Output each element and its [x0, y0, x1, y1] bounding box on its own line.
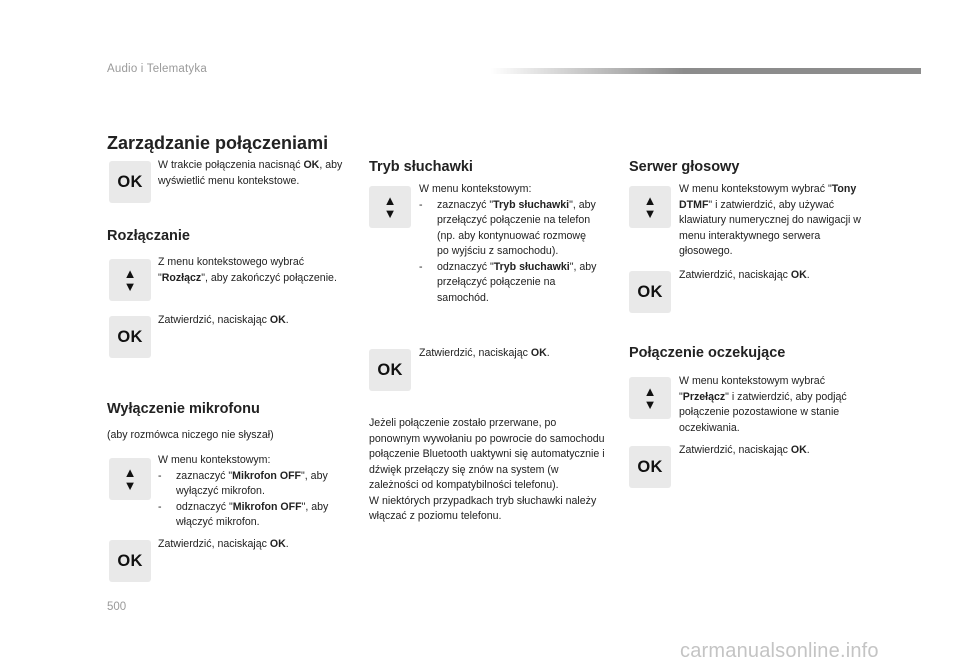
arrow-down-icon: ▼	[643, 206, 657, 221]
disconnect-step-text: Z menu kontekstowego wybrać "Rozłącz", aby zakończyć połączenie.	[158, 256, 337, 284]
list-item: - zaznaczyć "Mikrofon OFF", aby wyłączyć mikrofon.	[158, 469, 328, 497]
list-item: - odznaczyć "Mikrofon OFF", aby włączyć mikrofon.	[158, 500, 329, 528]
arrow-down-icon: ▼	[643, 397, 657, 412]
list-item: - zaznaczyć "Tryb słuchawki", aby przełączyć połączenie na telefon (np. aby kontynuować rozmowę po wyjściu z samochodu).	[419, 198, 596, 257]
arrow-down-icon: ▼	[123, 279, 137, 294]
voice-confirm-text: Zatwierdzić, naciskając OK.	[679, 269, 810, 281]
intro-text: W trakcie połączenia nacisnąć OK, aby wyświetlić menu kontekstowe.	[158, 159, 343, 187]
mute-note: (aby rozmówca niczego nie słyszał)	[107, 429, 274, 441]
ok-button-icon: OK	[369, 349, 411, 391]
heading-voice-server: Serwer głosowy	[629, 159, 740, 175]
voice-step-text: W menu kontekstowym wybrać "Tony DTMF" i zatwierdzić, aby używać klawiatury numerycznej do nawigacji w menu interaktywnego serwera głosowego.	[679, 183, 861, 257]
page-title: Zarządzanie połączeniami	[107, 133, 329, 153]
arrow-down-icon: ▼	[123, 478, 137, 493]
ok-button-icon: OK	[109, 316, 151, 358]
up-down-arrows-icon	[109, 259, 151, 301]
handset-menu-block	[419, 182, 599, 306]
up-down-arrows-icon	[629, 186, 671, 228]
ok-button-icon: OK	[109, 540, 151, 582]
handset-note	[369, 416, 609, 525]
handset-note-paragraph: Jeżeli połączenie zostało przerwane, po ponownym wywołaniu po powrocie do samochodu połączenie Bluetooth uaktywni się automatycznie i dźwięk przełączy się znów na system (w zależności od kompatybilności telefonu).	[369, 417, 605, 491]
page-number: 500	[107, 601, 127, 613]
waiting-confirm-text: Zatwierdzić, naciskając OK.	[679, 444, 810, 456]
heading-disconnect: Rozłączanie	[107, 228, 190, 244]
mute-menu-label: W menu kontekstowym:	[158, 454, 271, 466]
up-down-arrows-icon	[629, 377, 671, 419]
arrow-up-icon: ▲	[643, 193, 657, 208]
ok-button-icon: OK	[629, 446, 671, 488]
handset-confirm-text: Zatwierdzić, naciskając OK.	[419, 347, 550, 359]
heading-call-waiting: Połączenie oczekujące	[629, 345, 786, 361]
heading-handset-mode: Tryb słuchawki	[369, 159, 473, 175]
heading-mute: Wyłączenie mikrofonu	[107, 401, 260, 417]
header-gradient-bar	[490, 68, 921, 74]
header-section-title: Audio i Telematyka	[107, 63, 207, 75]
arrow-up-icon: ▲	[643, 384, 657, 399]
up-down-arrows-icon	[369, 186, 411, 228]
waiting-step-text: W menu kontekstowym wybrać "Przełącz" i zatwierdzić, aby podjąć połączenie pozostawione w stanie oczekiwania.	[679, 375, 847, 434]
arrow-up-icon: ▲	[383, 193, 397, 208]
ok-button-icon: OK	[109, 161, 151, 203]
up-down-arrows-icon	[109, 458, 151, 500]
watermark-text: carmanualsonline.info	[680, 640, 879, 662]
arrow-up-icon: ▲	[123, 266, 137, 281]
handset-menu-label: W menu kontekstowym:	[419, 183, 532, 195]
disconnect-confirm-text: Zatwierdzić, naciskając OK.	[158, 314, 289, 326]
mute-confirm-text: Zatwierdzić, naciskając OK.	[158, 538, 289, 550]
ok-button-icon: OK	[629, 271, 671, 313]
mute-menu-block	[158, 453, 358, 531]
mute-options-list	[158, 469, 358, 531]
arrow-up-icon: ▲	[123, 465, 137, 480]
list-item: - odznaczyć "Tryb słuchawki", aby przełączyć połączenie na samochód.	[419, 260, 597, 304]
handset-note-paragraph: W niektórych przypadkach tryb słuchawki należy włączać z poziomu telefonu.	[369, 494, 597, 522]
handset-options-list	[419, 198, 599, 307]
arrow-down-icon: ▼	[383, 206, 397, 221]
